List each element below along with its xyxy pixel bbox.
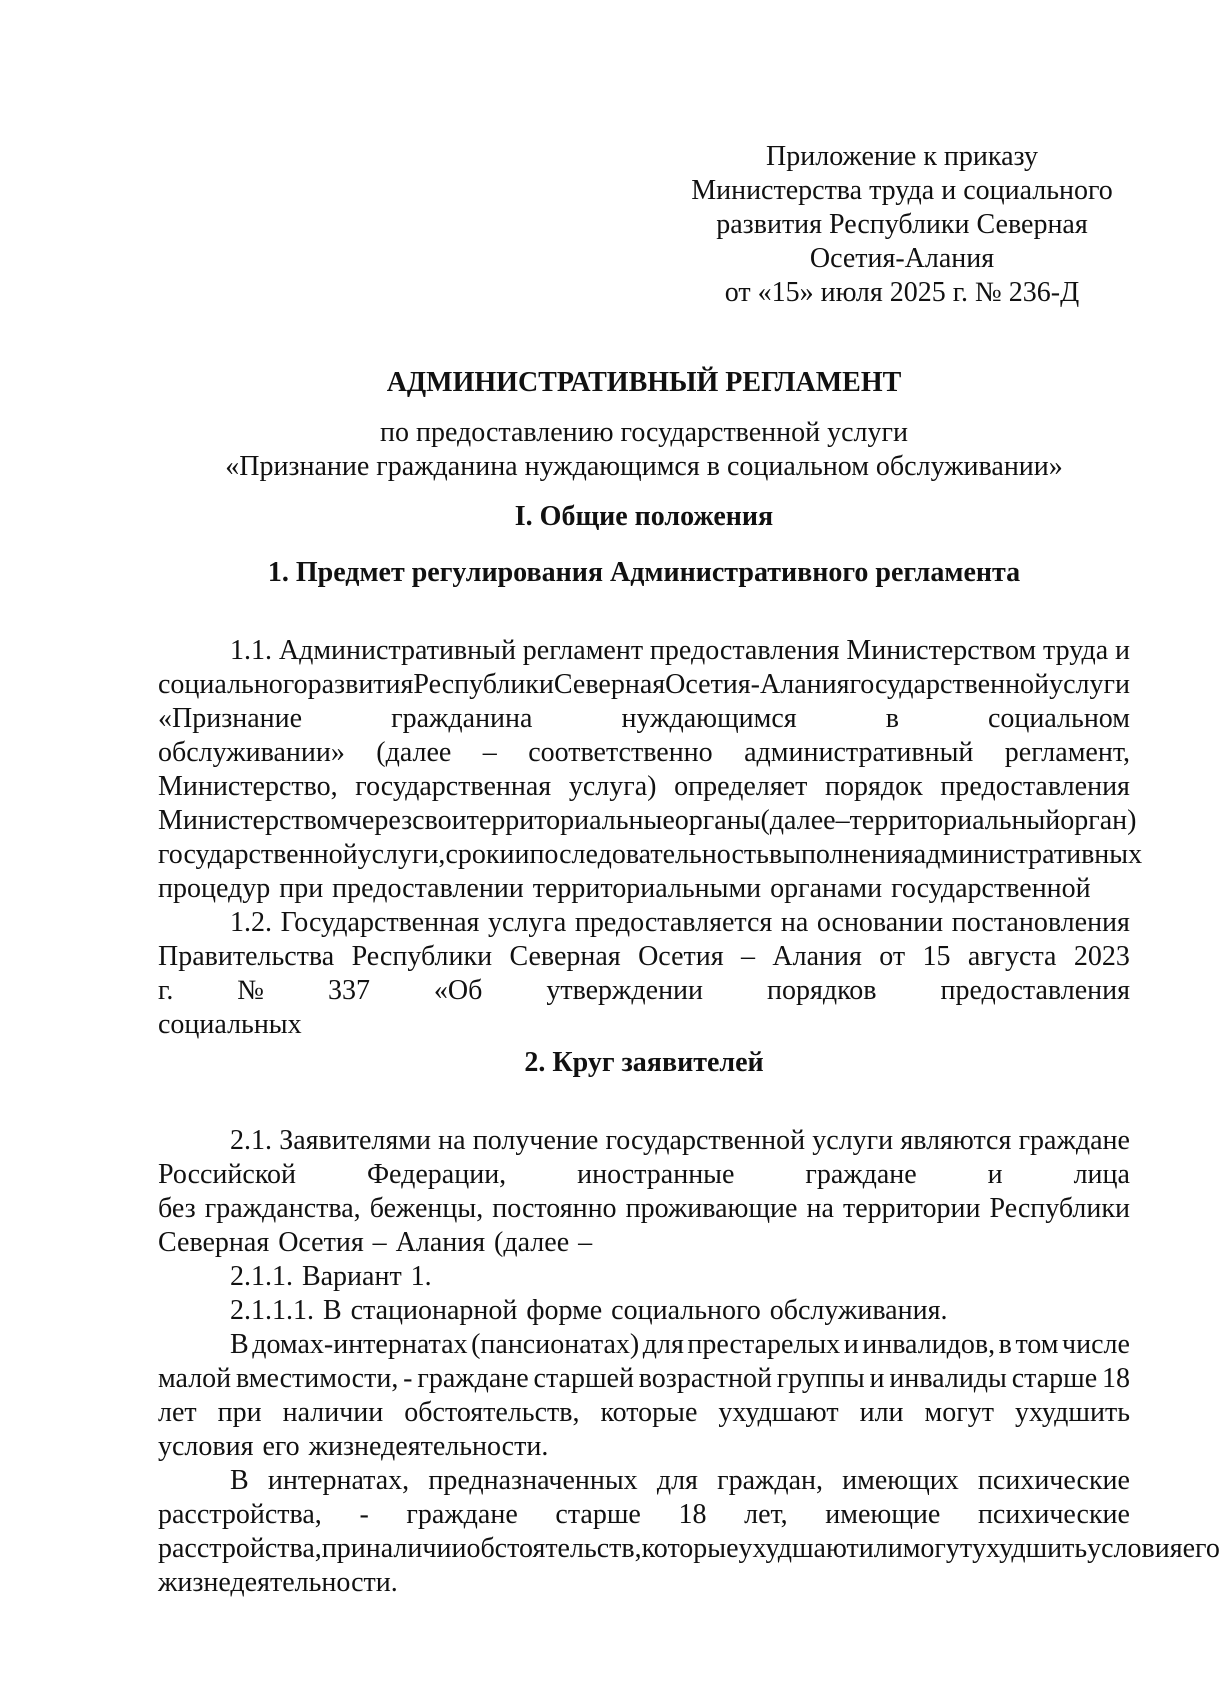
word: в [885,703,899,734]
word: 2023 [1073,941,1130,972]
word: - [359,1499,369,1530]
word: предоставления [940,975,1130,1006]
text-line [158,634,1130,668]
subtitle-line: «Признание гражданина нуждающимся в социальном обслуживании» [225,451,1063,482]
word: «Признание [158,703,303,734]
word: определяет [674,771,808,802]
appendix-note [672,140,1132,310]
word: или [858,1533,903,1564]
text-line [158,1226,1130,1260]
word: органами [770,873,883,904]
word: социальном [988,703,1130,734]
word: имеющих [842,1465,959,1496]
word: от [879,941,906,972]
word: развития [307,669,414,700]
word: являются [900,1125,1012,1156]
word: государственной [891,873,1091,904]
word: при [279,873,324,904]
word: стационарной [350,1295,518,1326]
word: г. [158,975,174,1006]
word: Российской [158,1159,296,1190]
appendix-line: от «15» июля 2025 г. № 236-Д [724,277,1080,308]
word: старше [555,1499,641,1530]
word: услуги [812,1125,894,1156]
word: услуги, [357,839,446,870]
word: регламент [522,635,644,666]
text-line [158,770,1130,804]
title-block [158,366,1130,484]
word: условия [158,1431,254,1462]
word: его [262,1431,300,1462]
paragraph-2-1-1-1 [158,1294,1130,1328]
word: и [869,1363,885,1394]
word: – [741,941,755,972]
word: том [1015,1329,1059,1360]
word: обслуживании» [158,737,345,768]
word: территориальные [466,805,675,836]
word: предоставления [649,635,840,666]
word: утверждении [546,975,704,1006]
word: предназначенных [428,1465,638,1496]
word: для [642,1329,684,1360]
word: № [237,975,264,1006]
text-line [158,804,1137,838]
word: на [438,1125,466,1156]
word: Заявителями [279,1125,431,1156]
text-line [158,1192,1130,1226]
word: сроки [445,839,515,870]
word: услуга) [568,771,657,802]
word: и [843,1329,859,1360]
word: инвалидов, [862,1329,996,1360]
paragraph-2-1 [158,1124,1130,1260]
text-line [158,1294,1130,1328]
word: беженцы, [369,1193,484,1224]
text-line [158,1532,1220,1566]
text-line [158,838,1143,872]
word: числе [1062,1329,1130,1360]
word: 18 [678,1499,707,1530]
word: – [372,1227,387,1258]
word: и [987,1159,1003,1190]
word: соответственно [528,737,713,768]
word: Алания [395,1227,486,1258]
word: лет, [744,1499,788,1530]
appendix-line: Приложение к приказу [766,141,1038,172]
appendix-line: Осетия-Алания [809,243,995,274]
word: государственная [355,771,552,802]
word: наличии [282,1397,384,1428]
word: или [859,1397,904,1428]
word: Республики [351,941,493,972]
word: для [656,1465,698,1496]
word: (далее [376,737,452,768]
word: 15 [922,941,951,972]
word: граждане [805,1159,917,1190]
word: которые [600,1397,698,1428]
word: Государственная [280,907,480,938]
word: которые [641,1533,739,1564]
word: В [230,1465,249,1496]
word: граждане [417,1363,529,1394]
word: социального [158,669,308,700]
document-title: АДМИНИСТРАТИВНЫЙ РЕГЛАМЕНТ [386,367,902,398]
word: социального [611,1295,761,1326]
word: (пансионатах) [471,1329,640,1360]
word: и [514,839,530,870]
word: - [403,1363,413,1394]
word: Административный [278,635,516,666]
word: условия [1087,1533,1183,1564]
word: последовательность [529,839,769,870]
word: постоянно [492,1193,617,1224]
word: вместимости, [236,1363,399,1394]
word: (далее [760,805,836,836]
word: жизнедеятельности. [308,1431,549,1462]
word: «Об [433,975,483,1006]
word: наличии [365,1533,467,1564]
text-line [158,736,1130,770]
word: 1.1. [230,635,272,666]
word: ухудшают [718,1397,839,1428]
paragraph-homes [158,1328,1130,1464]
word: расстройства, [158,1499,322,1530]
text-line [158,668,1130,702]
text-line [158,906,1130,940]
word: Вариант [301,1261,402,1292]
word: предоставляется [574,907,773,938]
word: порядок [825,771,923,802]
word: обстоятельств, [404,1397,580,1428]
word: 18 [1101,1363,1130,1394]
word: психические [977,1499,1130,1530]
word: постановления [951,907,1130,938]
word: Северная [158,1227,270,1258]
word: регламент, [1004,737,1130,768]
word: домах-интернатах [252,1329,468,1360]
word: 2.1.1.1. [230,1295,314,1326]
paragraph-2-1-1 [158,1260,1130,1294]
word: граждане [406,1499,518,1530]
text-line [158,1498,1130,1532]
word: 2.1. [230,1125,272,1156]
word: социальных [158,1009,302,1040]
word: гражданина [391,703,533,734]
word: В [230,1329,249,1360]
word: жизнедеятельности. [158,1567,398,1598]
word: могут [924,1397,994,1428]
word: ухудшить [1015,1397,1130,1428]
word: обстоятельств, [466,1533,642,1564]
word: административных [913,839,1143,870]
word: процедур [158,873,271,904]
word: гражданства, [204,1193,361,1224]
word: старше [1011,1363,1098,1394]
word: получение [472,1125,599,1156]
word: престарелых [687,1329,841,1360]
paragraph-1-2 [158,906,1130,1042]
word: форме [526,1295,603,1326]
word: Алания [772,941,862,972]
word: Осетия [278,1227,364,1258]
word: и [1114,635,1130,666]
text-line [158,1566,1130,1600]
paragraph-1-1 [158,634,1143,906]
text-line [158,872,1130,906]
word: иностранные [577,1159,735,1190]
word: могут [902,1533,973,1564]
paragraph-internats [158,1464,1220,1600]
document-subtitle [158,416,1130,484]
word: свои [412,805,467,836]
word: Республики [413,669,554,700]
word: Министерством [158,805,348,836]
word: малой [158,1363,232,1394]
word: территориальными [532,873,762,904]
word: территории [842,1193,981,1224]
word: расстройства, [158,1533,322,1564]
word: интернатах, [267,1465,410,1496]
word: 337 [327,975,370,1006]
word: государственной [158,839,358,870]
word: через [347,805,413,836]
word: на [806,1193,834,1224]
word: Федерации, [366,1159,507,1190]
word: Северная [553,669,666,700]
word: старшей [533,1363,634,1394]
word: выполнения [768,839,914,870]
section-heading: I. Общие положения [514,501,774,532]
word: труда [1043,635,1109,666]
word: инвалиды [889,1363,1007,1394]
word: В [322,1295,342,1326]
word: психические [977,1465,1130,1496]
word: граждане [1018,1125,1130,1156]
word: услуги [1049,669,1130,700]
subsection-heading: 2. Круг заявителей [524,1047,764,1078]
text-line [158,1158,1130,1192]
word: – [578,1227,593,1258]
word: граждан, [717,1465,824,1496]
word: территориальный [849,805,1061,836]
text-line [158,1328,1130,1362]
word: 1. [410,1261,432,1292]
text-line [158,1396,1130,1430]
word: государственной [605,1125,806,1156]
word: нуждающимся [621,703,797,734]
appendix-line: Министерства труда и социального [691,175,1113,206]
word: 1.2. [230,907,272,938]
appendix-line: развития Республики Северная [716,209,1088,240]
text-line [158,940,1130,974]
word: лица [1073,1159,1130,1190]
word: административный [744,737,974,768]
word: возрастной [638,1363,772,1394]
text-line [158,974,1130,1008]
word: без [158,1193,196,1224]
word: услуга [487,907,567,938]
word: государственной [849,669,1050,700]
word: органы [674,805,761,836]
word: – [835,805,850,836]
word: при [217,1397,262,1428]
word: 2.1.1. [230,1261,293,1292]
word: имеющие [825,1499,941,1530]
text-line [158,1362,1130,1396]
word: при [321,1533,366,1564]
word: порядков [766,975,877,1006]
word: Северная [509,941,621,972]
word: предоставлении [332,873,524,904]
word: Министерством [846,635,1037,666]
word: группы [776,1363,865,1394]
text-line [158,1464,1130,1498]
text-line [158,1124,1130,1158]
word: предоставления [940,771,1130,802]
subsection-heading: 1. Предмет регулирования Административного регламента [267,557,1021,588]
word: Республики [989,1193,1130,1224]
word: орган) [1060,805,1137,836]
text-line [158,1260,1130,1294]
word: обслуживания. [769,1295,948,1326]
word: Правительства [158,941,335,972]
word: Осетия [638,941,724,972]
word: ухудшить [972,1533,1088,1564]
word: – [482,737,497,768]
word: Министерство, [158,771,338,802]
subtitle-line: по предоставлению государственной услуги [380,417,908,448]
text-line [158,1430,1130,1464]
word: ухудшают [738,1533,859,1564]
text-line [158,702,1130,736]
word: лет [158,1397,197,1428]
word: Осетия-Алания [665,669,850,700]
word: основании [816,907,944,938]
word: на [780,907,809,938]
word: (далее [494,1227,570,1258]
word: его [1182,1533,1220,1564]
word: в [998,1329,1012,1360]
text-line [158,1008,1130,1042]
word: августа [967,941,1057,972]
word: проживающие [625,1193,798,1224]
